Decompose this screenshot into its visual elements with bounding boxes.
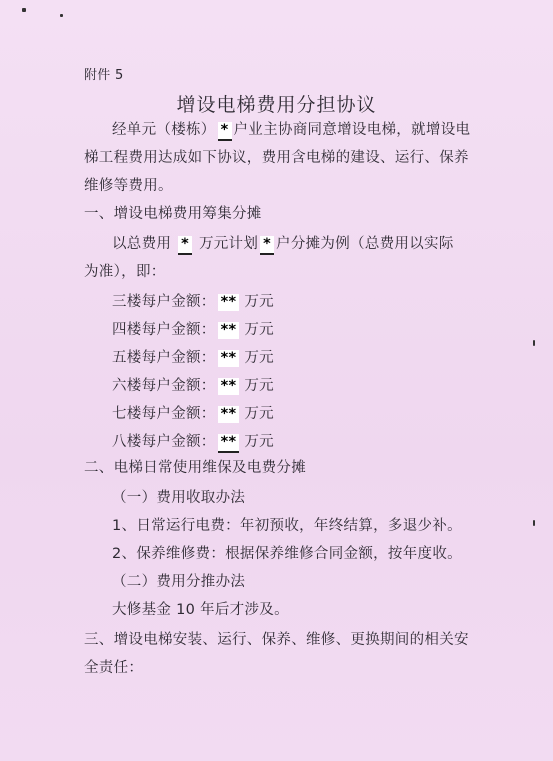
intro-line-2: 梯工程费用达成如下协议，费用含电梯的建设、运行、保养 [84, 150, 469, 166]
paragraph-text: 户分摊为例（总费用以实际 [276, 236, 454, 252]
paragraph-text: 万元计划 [198, 236, 259, 252]
floor-label: 六楼每户金额： [112, 378, 216, 394]
section-2-heading: 二、电梯日常使用维保及电费分摊 [84, 460, 306, 476]
scan-speck [22, 8, 26, 12]
amount-unit: 万元 [244, 434, 274, 450]
redacted-amount: ** [218, 294, 240, 311]
floor-label: 五楼每户金额： [112, 350, 216, 366]
floor-amount-row [112, 346, 274, 367]
section-1-paragraph [112, 232, 454, 255]
section-1-paragraph-2: 为准），即： [84, 264, 166, 280]
section-3-heading: 三、增设电梯安装、运行、保养、维修、更换期间的相关安 [84, 632, 469, 648]
amount-unit: 万元 [244, 378, 274, 394]
floor-label: 八楼每户金额： [112, 434, 216, 450]
floor-amount-row [112, 318, 274, 339]
section-2-item-2: 2、保养维修费：根据保养维修合同金额，按年度收。 [112, 546, 462, 562]
section-2-sub-2: （二）费用分推办法 [112, 574, 246, 590]
intro-text: 经单元（楼栋） [112, 122, 216, 138]
scan-speck [533, 340, 535, 346]
redacted-amount: ** [218, 434, 240, 453]
amount-unit: 万元 [244, 294, 274, 310]
floor-amount-row [112, 374, 274, 395]
amount-unit: 万元 [244, 406, 274, 422]
annex-label: 附件 5 [84, 68, 124, 83]
scan-speck [533, 520, 535, 526]
intro-text: 户业主协商同意增设电梯，就增设电 [233, 122, 471, 138]
redacted-amount: ** [218, 406, 240, 423]
floor-amount-row [112, 290, 274, 311]
section-2-item-3: 大修基金 10 年后才涉及。 [112, 602, 289, 618]
paragraph-text: 以总费用 [112, 236, 172, 252]
floor-label: 七楼每户金额： [112, 406, 216, 422]
redacted-amount: ** [218, 350, 240, 367]
floor-amount-row [112, 402, 274, 423]
amount-unit: 万元 [244, 322, 274, 338]
section-2-sub-1: （一）费用收取办法 [112, 490, 246, 506]
redacted-household-count: * [218, 122, 232, 141]
floor-label: 四楼每户金额： [112, 322, 216, 338]
redacted-household-count: * [260, 236, 274, 255]
intro-line-3: 维修等费用。 [84, 178, 173, 194]
redacted-amount: ** [218, 378, 240, 395]
floor-amount-row [112, 430, 274, 453]
scan-speck [60, 14, 63, 17]
section-1-heading: 一、增设电梯费用筹集分摊 [84, 206, 262, 222]
section-3-heading-cont: 全责任： [84, 660, 144, 676]
document-title: 增设电梯费用分担协议 [176, 94, 377, 116]
redacted-total-cost: * [178, 236, 192, 255]
amount-unit: 万元 [244, 350, 274, 366]
intro-line-1 [112, 118, 470, 141]
section-2-item-1: 1、日常运行电费：年初预收，年终结算，多退少补。 [112, 518, 462, 534]
redacted-amount: ** [218, 322, 240, 339]
floor-label: 三楼每户金额： [112, 294, 216, 310]
